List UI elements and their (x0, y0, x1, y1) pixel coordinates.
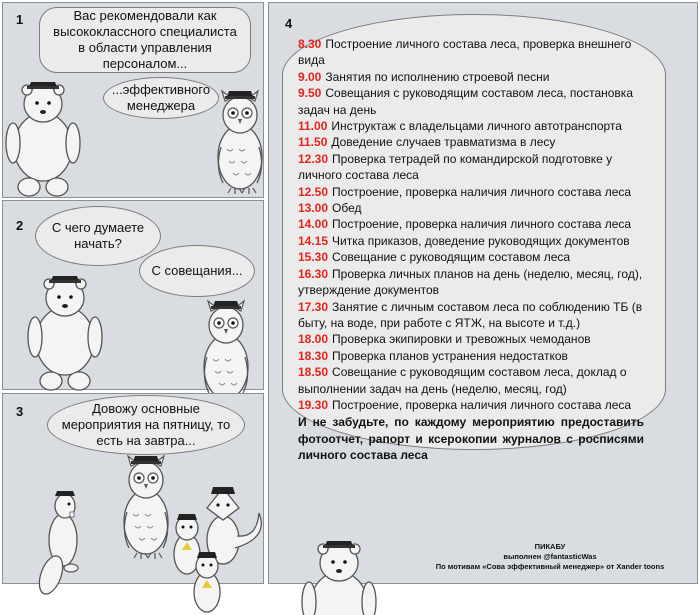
comic-panel-2 (2, 200, 264, 390)
schedule-text: Проверка экипировки и тревожных чемоданов (332, 332, 591, 347)
schedule-text: Построение, проверка наличия личного состава леса (332, 217, 632, 232)
schedule-text: Проверка планов устранения недостатков (332, 348, 568, 363)
schedule-item (298, 266, 644, 299)
schedule-time: 18.30 (298, 348, 329, 363)
bear-character (25, 275, 105, 391)
schedule-text: Доведение случаев травматизма в лесу (331, 135, 556, 150)
panel-number: 3 (16, 404, 24, 419)
speech-bubble: С совещания... (139, 245, 255, 297)
schedule-time: 12.50 (298, 184, 329, 199)
credits-author: выполнен @fantasticWas (503, 552, 597, 561)
schedule-item (298, 85, 644, 118)
speech-bubble: Вас рекомендовали как высококлассного специалиста в области управления персоналом... (39, 7, 251, 73)
schedule-time: 9.00 (298, 69, 322, 84)
schedule-text: Совещание с руководящим составом леса (332, 250, 571, 265)
schedule-item (298, 151, 644, 184)
schedule-time: 9.50 (298, 86, 322, 101)
schedule-text: Инструктаж с владельцами личного автотранспорта (331, 119, 622, 134)
schedule-text: Совещание с руководящим составом леса, доклад о выполнении задач на день (неделю, месяц, год) (298, 365, 627, 396)
schedule-text: Занятие с личным составом леса по соблюдению ТБ (в быту, на воде, при работе с ЯТЖ, на высоте и т.д.) (298, 299, 643, 330)
comic-panel-1 (2, 2, 264, 198)
schedule-text: Построение, проверка наличия личного состава леса (332, 397, 632, 412)
schedule-item (298, 249, 644, 265)
schedule-time: 15.30 (298, 250, 329, 265)
schedule-item (298, 134, 644, 150)
credits-site: ПИКАБУ (534, 542, 566, 551)
owl-character (213, 87, 268, 197)
schedule-item (298, 118, 644, 134)
schedule-item (298, 69, 644, 85)
owl-character (119, 452, 174, 562)
schedule-item (298, 216, 644, 232)
schedule-text: Построение, проверка наличия личного состава леса (332, 184, 632, 199)
schedule-item (298, 299, 644, 332)
schedule-item (298, 200, 644, 216)
schedule-time: 14.00 (298, 217, 329, 232)
credits-source: По мотивам «Сова эффективный менеджер» от Xander toons (435, 562, 665, 571)
speech-bubble: ...эффективного менеджера (103, 77, 219, 119)
schedule-time: 8.30 (298, 37, 322, 51)
schedule-time: 11.00 (298, 119, 328, 134)
schedule-text: Совещания с руководящим составом леса, постановка задач на день (298, 86, 633, 117)
schedule-text: Построение личного состава леса, проверка внешнего вида (298, 37, 632, 68)
speech-bubble: Довожу основные мероприятия на пятницу, то есть на завтра... (47, 395, 245, 455)
bear-character (299, 540, 369, 586)
schedule-text: Обед (332, 201, 362, 216)
owl-character (199, 297, 254, 407)
schedule-item (298, 36, 644, 69)
schedule-time: 17.30 (298, 299, 329, 314)
speech-bubble: С чего думаете начать? (35, 206, 161, 266)
schedule-item (298, 331, 644, 347)
schedule-time: 12.30 (298, 151, 329, 166)
schedule-time: 11.50 (298, 135, 328, 150)
bear-character (3, 81, 83, 197)
schedule-text: Читка приказов, доведение руководящих документов (332, 233, 630, 248)
schedule-text: Проверка личных планов на день (неделю, месяц, год), утверждение документов (298, 266, 643, 298)
schedule-text: Проверка тетрадей по командирской подготовке у личного состава леса (298, 151, 613, 183)
schedule-item (298, 233, 644, 249)
final-note: И не забудьте, по каждому мероприятию предоставить фотоотчет, рапорт и ксерокопии журналов с росписями личного состава леса (298, 415, 644, 463)
schedule-item (298, 348, 644, 364)
beaver-character (41, 490, 86, 590)
schedule-time: 13.00 (298, 201, 329, 216)
hare-character (189, 540, 229, 615)
schedule-item (298, 364, 644, 397)
credits (400, 542, 700, 572)
schedule-time: 18.00 (298, 332, 329, 347)
schedule-item (298, 397, 644, 413)
schedule-list (298, 36, 644, 464)
schedule-time: 16.30 (298, 266, 329, 281)
panel-number: 2 (16, 218, 24, 233)
schedule-time: 18.50 (298, 365, 329, 380)
panel-number: 1 (16, 12, 24, 27)
schedule-item (298, 184, 644, 200)
schedule-time: 19.30 (298, 397, 329, 412)
comic-panel-3 (2, 393, 264, 584)
schedule-time: 14.15 (298, 233, 329, 248)
panel-number: 4 (285, 16, 293, 31)
schedule-text: Занятия по исполнению строевой песни (325, 69, 550, 84)
